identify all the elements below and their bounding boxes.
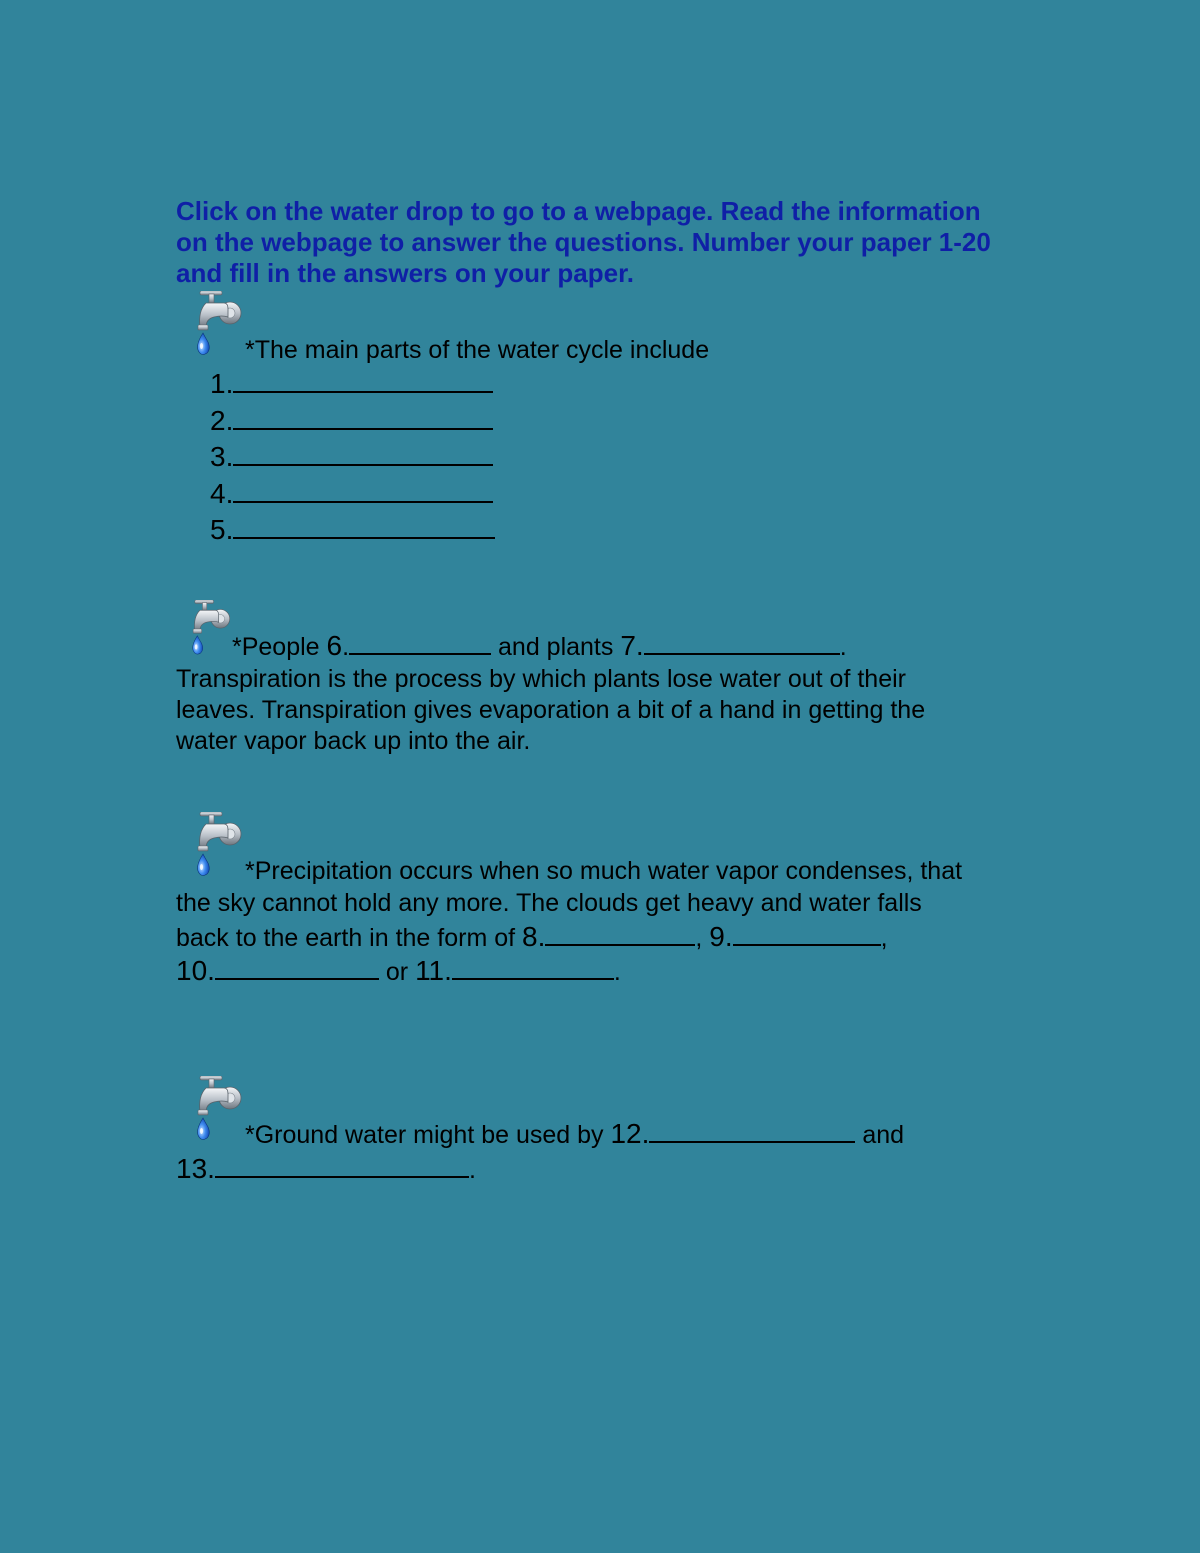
answer-blank-11 xyxy=(452,977,614,980)
precipitation-line-4 xyxy=(176,955,621,987)
question-number-11: 11. xyxy=(415,955,452,986)
answer-blank-7 xyxy=(644,652,840,655)
list-number: 5. xyxy=(210,514,234,545)
ground-water-line-1 xyxy=(245,1118,904,1150)
people-label: *People xyxy=(232,633,327,661)
and-label: and xyxy=(855,1121,905,1149)
precipitation-line-1: *Precipitation occurs when so much water vapor condenses, that xyxy=(245,857,963,885)
comma: , xyxy=(880,924,888,952)
transpiration-paragraph xyxy=(176,664,925,757)
ground-water-label: *Ground water might be used by xyxy=(245,1121,611,1149)
instructions: Click on the water drop to go to a webpage. Read the information on the webpage to answer the questions. Number your paper 1-20 and fill in the answers on your paper. xyxy=(176,196,991,288)
answer-blank-13 xyxy=(215,1175,469,1178)
question-number-13: 13. xyxy=(176,1153,215,1184)
answer-blank-6 xyxy=(349,652,491,655)
answer-line-5 xyxy=(210,512,495,549)
list-number: 1. xyxy=(210,368,234,399)
period: . xyxy=(839,633,847,661)
answer-line-3 xyxy=(210,439,495,476)
question-number-7: 7. xyxy=(620,630,644,661)
answer-blank xyxy=(233,536,495,539)
paragraph-line: leaves. Transpiration gives evaporation a bit of a hand in getting the xyxy=(176,696,926,724)
answer-blank-10 xyxy=(215,977,379,980)
precipitation-forms-label: back to the earth in the form of xyxy=(176,924,523,952)
question-number-8: 8. xyxy=(522,921,546,952)
precipitation-line-2: the sky cannot hold any more. The clouds get heavy and water falls xyxy=(176,889,922,917)
question-number-9: 9. xyxy=(709,921,733,952)
answer-list-1-5 xyxy=(210,366,495,549)
list-number: 4. xyxy=(210,477,234,509)
comma: , xyxy=(695,924,710,952)
or-label: or xyxy=(378,958,416,986)
answer-line-2 xyxy=(210,403,495,440)
ground-water-line-2 xyxy=(176,1153,476,1185)
paragraph-line: Transpiration is the process by which plants lose water out of their xyxy=(176,665,906,693)
question-number-12: 12. xyxy=(610,1118,650,1149)
list-number: 2. xyxy=(210,404,234,436)
paragraph-line: water vapor back up into the air. xyxy=(176,727,531,755)
faucet-with-water-drop-icon[interactable] xyxy=(192,812,246,880)
answer-blank xyxy=(233,390,493,393)
faucet-with-water-drop-icon[interactable] xyxy=(188,600,234,658)
section1-prompt: *The main parts of the water cycle include xyxy=(245,336,710,364)
list-number: 3. xyxy=(210,441,234,472)
answer-blank-12 xyxy=(649,1140,855,1143)
answer-blank-9 xyxy=(733,943,881,946)
period: . xyxy=(613,958,621,986)
section2-first-line xyxy=(232,630,847,662)
question-number-10: 10. xyxy=(176,955,215,986)
dot: . xyxy=(342,633,350,661)
answer-blank xyxy=(233,463,493,466)
faucet-with-water-drop-icon[interactable] xyxy=(192,1076,246,1144)
question-number-6: 6 xyxy=(326,630,343,661)
answer-blank-8 xyxy=(545,943,695,946)
period: . xyxy=(468,1156,476,1184)
precipitation-line-3 xyxy=(176,921,888,953)
answer-line-1 xyxy=(210,366,495,403)
answer-blank xyxy=(233,427,493,430)
answer-line-4 xyxy=(210,476,495,513)
faucet-with-water-drop-icon[interactable] xyxy=(192,291,246,359)
plants-label: and plants xyxy=(491,633,621,661)
answer-blank xyxy=(233,500,493,503)
